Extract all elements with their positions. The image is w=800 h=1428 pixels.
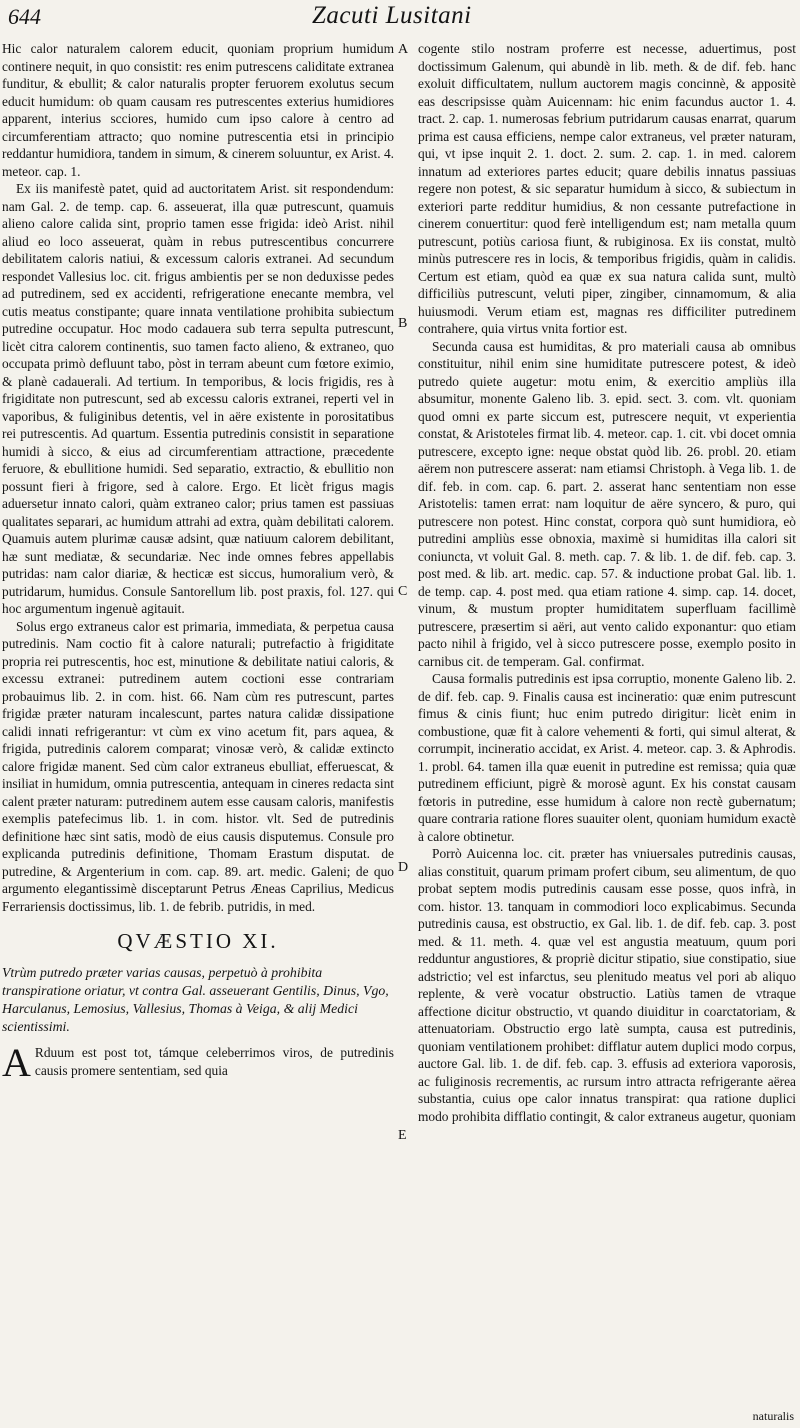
right-paragraph-4: Porrò Auicenna loc. cit. præter has vniuersales putredinis causas, alias constituit, quarum primam profert cibum, seu alimentum, de quo probat septem modis putredinis causam esse posse, quos infrà, in com. histor. 13. tanquam in commodiori loco explicabimus. Secunda putredinis causa, est obstructio, ex Gal. lib. 1. de dif. feb. cap. 3. post med. & 11. meth. 4. quæ vel est angustia meatuum, quum pori redduntur angustiores, & propriè dicitur stipatio, siue constipatio, siue adstrictio; vel est infarctus, seu plenitudo meatus vel pori ab aliquo replente, & verè vocatur obstructio. Latiùs tamen de vtraque affectione dicitur obstructio, vt quando diuiditur in coarctatoriam, & attenuatoriam. Obstructio ergo latè sumpta, causa est putredinis, quoniam ventilationem prohibet: difflatur autem duplici modo corpus, auctore Gal. lib. 1. de dif. feb. cap. 3. effusis ad exteriora vaporosis, ac fuliginosis recrementis, ac rursum intro attracta refrigerante aërea substantia, cuius ope calor innatus transpirat: qua ratione duplici modo prohibita difflatio contingit, & calor extraneus augetur, quoniam [418, 846, 796, 1124]
margin-letter-e: E [398, 1128, 407, 1143]
question-title: Vtrùm putredo præter varias causas, perpetuò à prohibita transpiratione oriatur, vt contra Gal. asseuerant Gentilis, Dinus, Vgo, Harculanus, Lemosius, Vallesius, Thomas à Veiga, & alij Medici scientissimi. [2, 965, 389, 1034]
margin-letter-c: C [398, 584, 408, 599]
page-header [0, 0, 800, 38]
margin-letter-b: B [398, 316, 408, 331]
right-paragraph-2: Secunda causa est humiditas, & pro materiali causa ab omnibus constituitur, nihil enim sine humiditate putrescere potest, & ideò putredo quiete augetur: motu enim, & exercitio ampliùs illa absumitur, monente Galeno lib. 3. epid. sect. 3. com. vlt. quoniam quod omni ex parte siccum est, putrescere nequit, vt experientia constat, & Aristoteles firmat lib. 4. meteor. cap. 1. cit. vbi docet omnia putrescere, excepto igne: neque obstat quòd lib. 26. probl. 20. etiam aërem non putrescere asserat: nam etiamsi Christoph. à Vega lib. 1. de dif. feb. in com. cap. 6. part. 2. asserat hanc sententiam non esse Aristotelis: tamen errat: nam loquitur de aëre syncero, & puro, qui putrescere non potest. Hinc constat, corpora quò sunt humidiora, eò putredini ampliùs esse obnoxia, maximè si humiditas illa calori sit coniuncta, vt voluit Gal. 8. meth. cap. 7. & lib. 1. de dif. feb. cap. 3. post med. & lib. art. medic. cap. 57. & inductione probat Gal. lib. 1. de temp. cap. 4. post med. qua etiam ratione 4. simp. cap. 14. docet, vinum, & mustum propter humiditatem superfluam facillimè putrescere, præsertim si aëri, aut vento calido exponantur: quo etiam pacto nihil à frigido, vel à sicco putrescere posse, exemplo posito in carnibus cit. de temperam. Gal. confirmat. [418, 338, 796, 669]
right-paragraph-1: cogente stilo nostram proferre est necesse, aduertimus, post doctissimum Galenum, qui abundè in lib. meth. & de dif. feb. hanc exoluit difficultatem, nullum auctorem magis concinnè, & appositè eas descripsisse quàm Auicennam: hic enim facundus auctor 1. 4. tract. 2. cap. 1. numerosas febrium putridarum causas enarrat, quarum prima est causa efficiens, nempe calor extraneus, vel præter naturam, qui, vt ipse inquit 2. 1. doct. 2. sum. 2. cap. 1. in med. calorem innatum ad exteriores partes educit; quare debilis innatus passiuas regere non potest, & sic separatur humidum à sicco, & subiectum in exteriori parte redditur humidius, & non cessante putrefactione in cinerem conuertitur: quod ferè intelligendum est; nam metalla quum putrescunt, potiùs cariosa fiunt, & rubiginosa. Ex iis constat, multò minùs putrescere res in locis, & temporibus frigidis, quàm in calidis. Certum est etiam, quòd ea quæ ex sua natura calida sunt, multò difficiliùs putrescunt, veluti piper, zingiber, cinnamomum, & alia huiusmodi. Verum etiam est, magnas res difficiliter putredinem contrahere, quia virtus vnita fortior est. [418, 41, 796, 336]
running-head: Zacuti Lusitani [312, 2, 472, 29]
left-paragraph-1: Hic calor naturalem calorem educit, quoniam proprium humidum continere nequit, in quo consistit: res enim putrescens caliditate extranea funditur, & ebullit; & calor naturalis propter feruorem exolutus secum educit humidum: ob quam causam res putrescentes exterius humidiores apparent, interius scciores, humido cum ipso calore à centro ad circumferentiam attracto; quo nomine putrescentia etsi in principio reddantur humidiora, tandem in simum, & cinerem soluuntur, ex Arist. 4. meteor. cap. 1. [2, 41, 394, 179]
right-column [418, 40, 796, 1420]
drop-cap-initial: A [2, 1040, 31, 1085]
left-column [2, 40, 394, 1420]
question-heading: QVÆSTIO XI. [117, 929, 279, 953]
opening-text: Rduum est post tot, támque celeberrimos viros, de putredinis causis promere sententiam, sed quia [34, 1045, 394, 1078]
left-paragraph-2: Ex iis manifestè patet, quid ad auctoritatem Arist. sit respondendum: nam Gal. 2. de temp. cap. 6. asseuerat, illa quæ putrescunt, quamuis alieno calore calida sint, proprio tamen esse frigida: ideò Arist. nihil aliud eo loco asseuerat, quàm in rebus putrescentibus concurrere debilitatem caloris natiui, & excessum caloris extranei. Ad secundum respondet Vallesius loc. cit. frigus ambientis per se non deduxisse pedes ad putredinem, sed ex accidenti, refrigeratione enecante membra, vel cutis meatus constipante; quare innata ventilatione prohibita subiectum putredine occupatur. Hoc modo cadauera sub terra sepulta putrescunt, licèt citra calorem continentis, suo tamen facto alieno, & extraneo, quo occupata primò defluunt tabo, pòst in terram abeunt cum fœtore eximio, & planè cadauerali. Ad tertium. In temporibus, & locis frigidis, res à frigiditate non putrescunt, sed ab excessu caloris extranei, reperti vel in vaporibus, & fuliginibus detentis, vel in aëre existente in porositatibus rei putrescentis. Ad quartum. Essentia putredinis consistit in separatione humidi à sicco, & eius ad circumferentiam attractione, præcedente feruore, & ebullitione humidi. Sed separatio, extractio, & ebullitio non possunt fieri à frigore, sed à calore. Ergo. Et licèt frigus magis aduersetur innato calori, quàm extraneo calor; prius tamen est passiuas qualitates separari, ac humidum attrahi ad extra, quàm debilitati calorem. Quamuis autem plurimæ causæ adsint, quæ natiuum calorem debilitant, hæ sunt mediatæ, & secundariæ. Nec inde omnes febres appellabis putridas: nam calor diariæ, & hecticæ est siccus, humoralium verò, & putridarum, humidus. Consule Santorellum lib. post praxis, fol. 127. qui hoc argumentum ingenuè agitauit. [2, 181, 394, 616]
page-number: 644 [8, 4, 41, 29]
catchword: naturalis [752, 1409, 794, 1423]
margin-letter-d: D [398, 860, 409, 875]
right-paragraph-3: Causa formalis putredinis est ipsa corruptio, monente Galeno lib. 2. de dif. feb. cap. 9. Finalis causa est incineratio: quæ enim putrescunt fimus & cinis fiunt; huc enim putredo dirigitur: licèt enim in combustione, quæ fit à calore vehementi & forti, qui simul alterat, & corrumpit, incineratio accidat, ex Arist. 4. meteor. cap. 3. & Aphrodis. 1. probl. 64. tamen illa quæ euenit in putredine est remissa; quia quæ putredinem efficiunt, pigrè & morosè agunt. Ex his constat causam fœtoris in putredine, esse humidum à calore non rectè gubernatum; quare contraria ratione flores suauiter olent, quoniam humidum exactè à calore obtinetur. [418, 671, 796, 844]
margin-letter-a: A [398, 42, 409, 57]
left-paragraph-3: Solus ergo extraneus calor est primaria, immediata, & perpetua causa putredinis. Nam coctio fit à calore naturali; putrefactio à frigiditate propria rei putrescentis, hoc est, minutione & debilitate natiui caloris, & excessu extranei: putredinem autem coctioni esse contrariam probauimus lib. 2. in com. hist. 66. Nam cùm res putrescunt, partes frigidæ præter naturam incalescunt, partes natura calidæ dissipatione calidi innati refrigerantur: vt cùm ex vino acetum fit, pars aquea, & frigida, putredinis calorem comparat; vinosæ verò, & calidæ extincto calore frigidæ manent. Sed cùm calor extraneus ebulliat, efferuescat, & insiliat in humidum, omnia putrescentia, antequam in cineres redacta sint calent præter naturam: putredinem autem esse causam caloris, manifestis exemplis patefecimus lib. 1. in com. histor. vlt. Sed de putredinis definitione hæc sint satis, modò de eius causis disputemus. Consule pro explicanda putredinis definitione, Thomam Erastum disputat. de putredine, & Argenterium in com. cap. 89. art. medic. Galeni; de quo argumento elegantissimè disceptarunt Petrus Æneas Caprilius, Medicus Ferrariensis doctissimus, lib. 1. de febrib. putridis, in med. [2, 618, 394, 914]
opening-paragraph [2, 1040, 394, 1085]
